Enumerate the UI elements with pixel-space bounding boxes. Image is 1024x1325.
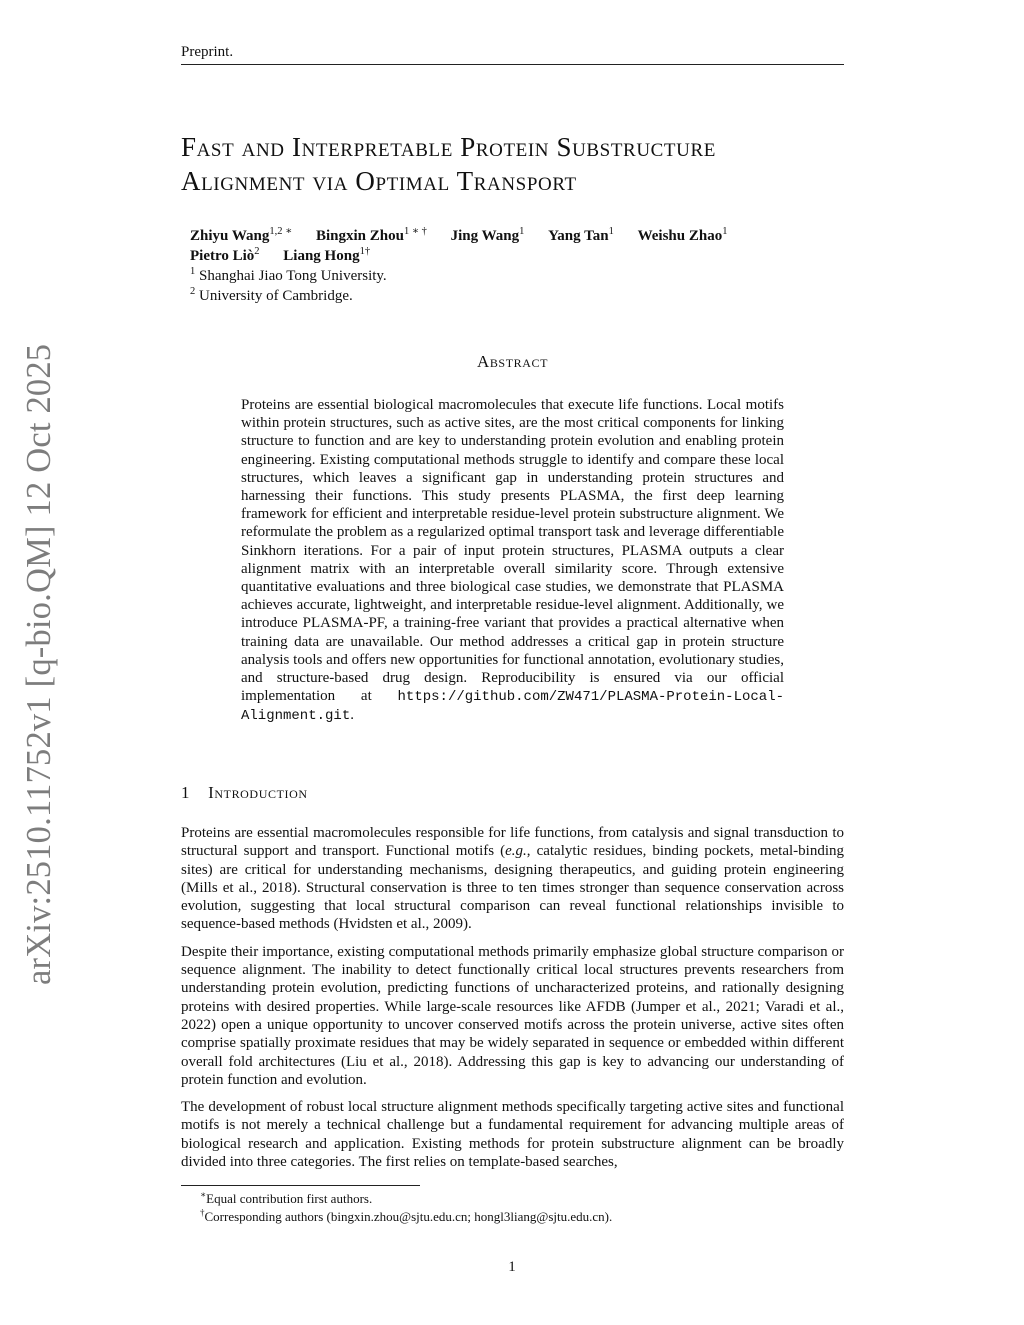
author-row-1: [190, 226, 850, 246]
author: Pietro Liò$^2$: [190, 246, 260, 264]
title-line-1: Fast and Interpretable Protein Substructure: [181, 132, 716, 162]
section-heading-introduction: 1 Introduction: [181, 783, 308, 802]
abstract-text: Proteins are essential biological macromolecules that execute life functions. Local motifs within protein structures, such as active sites, are the most critical components for linking structure to function and are key to understanding protein evolution and enabling protein engineering. Existing computational methods struggle to identify and compare these local structures, which leaves a significant gap in understanding protein structures and harnessing their functions. This study presents PLASMA, the first deep learning framework for efficient and interpretable residue-level protein substructure alignment. We reformulate the problem as a regularized optimal transport task and leverage differentiable Sinkhorn iterations. For a pair of input protein structures, PLASMA outputs a clear alignment matrix with an interpretable overall similarity score. Through extensive quantitative evaluations and three biological case studies, we demonstrate that PLASMA achieves accurate, lightweight, and interpretable residue-level alignment. Additionally, we introduce PLASMA-PF, a training-free variant that provides a practical alternative when training data are unavailable. Our method addresses a critical gap in protein structure analysis tools and offers new opportunities for functional annotation, evolutionary studies, and structure-based drug design. Reproducibility is ensured via our official implementation at https://github.com/ZW471/PLASMA-Protein-Local-Alignment.git.: [241, 397, 784, 725]
arxiv-stamp: arXiv:2510.11752v1 [q-bio.QM] 12 Oct 2025: [20, 343, 58, 985]
code-url-link[interactable]: https://github.com/ZW471/PLASMA-Protein-Local-Alignment.git: [241, 689, 784, 725]
paragraph: The development of robust local structure alignment methods specifically targeting active sites and functional motifs is not merely a technical challenge but a fundamental requirement for advancing multiple areas of biological research and application. Existing methods for protein substructure alignment can be broadly divided into three categories. The first relies on template-based searches,: [181, 1099, 844, 1171]
author: Bingxin Zhou$^{1 ∗ \dagger}$: [316, 226, 427, 244]
author-row-2: [190, 246, 850, 266]
author: Jing Wang$^1$: [450, 226, 525, 244]
paragraph: Proteins are essential macromolecules responsible for life functions, from catalysis and signal transduction to structural support and transport. Functional motifs (e.g., catalytic residues, binding pockets, metal-binding sites) are critical for understanding mechanisms, designing therapeutics, and guiding protein engineering (Mills et al., 2018). Structural conservation is three to ten times stronger than sequence conservation across evolution, suggesting that local structural comparison can reveal functional relationships invisible to sequence-based methods (Hvidsten et al., 2009).: [181, 825, 844, 933]
affiliation: $^2$ University of Cambridge.: [190, 286, 353, 304]
author: Liang Hong$^{1\dagger}$: [283, 246, 371, 264]
paragraph: Despite their importance, existing computational methods primarily emphasize global structure comparison or sequence alignment. The inability to detect functionally critical local structures prevents researchers from understanding protein evolution, predicting functions of uncharacterized proteins, and rationally designing proteins with desired properties. While large-scale resources like AFDB (Jumper et al., 2021; Varadi et al., 2022) open a unique opportunity to uncover conserved motifs across the protein universe, active sites often comprise spatially proximate residues that may be widely separated in sequence or embedded within different overall fold architectures (Liu et al., 2018). Addressing this gap is key to advancing our understanding of protein function and evolution.: [181, 943, 844, 1088]
author-block: [190, 226, 850, 306]
page-number: 1: [508, 1259, 516, 1275]
abstract-heading: Abstract: [476, 352, 549, 371]
title-line-2: Alignment via Optimal Transport: [181, 166, 577, 196]
header-rule: [181, 64, 844, 65]
footnotes: [200, 1190, 844, 1226]
paper-title: [181, 130, 861, 198]
introduction-body: [181, 824, 844, 1180]
running-header: Preprint.: [181, 44, 234, 60]
footnote: ∗Equal contribution first authors.: [200, 1189, 373, 1206]
footnote: †Corresponding authors (bingxin.zhou@sjtu.edu.cn; hongl3liang@sjtu.edu.cn).: [200, 1207, 613, 1224]
author: Yang Tan$^1$: [548, 226, 614, 244]
affiliation: $^1$ Shanghai Jiao Tong University.: [190, 266, 387, 284]
author: Zhiyu Wang$^{1,2 ∗}$: [190, 226, 293, 244]
author: Weishu Zhao$^1$: [637, 226, 728, 244]
footnote-rule: [181, 1185, 420, 1186]
